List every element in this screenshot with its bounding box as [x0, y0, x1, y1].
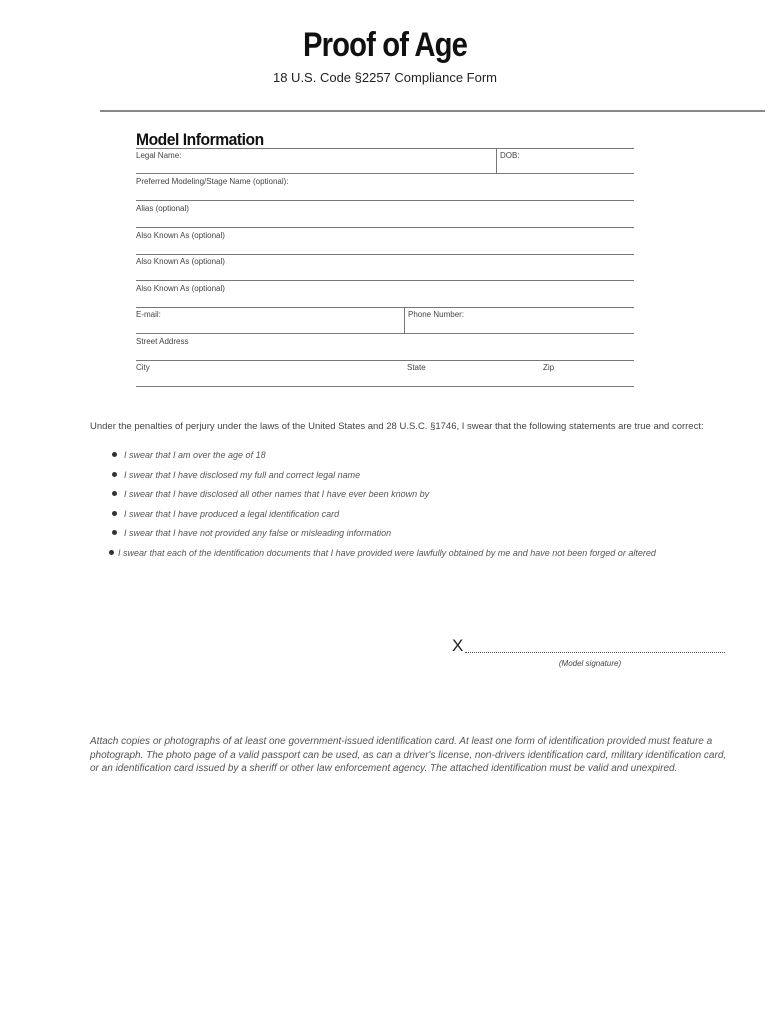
aka-label-1: Also Known As (optional) [136, 231, 225, 240]
statement-text: I swear that each of the identification documents that I have provided were lawfully obtained by me and have not been forged or altered [118, 547, 656, 558]
perjury-declaration: Under the penalties of perjury under the laws of the United States and 28 U.S.C. §1746, I swear that the following statements are true and correct: [90, 421, 704, 432]
form-subtitle: 18 U.S. Code §2257 Compliance Form [272, 70, 497, 85]
signature-x-mark: X [452, 636, 464, 655]
section-title-model-information: Model Information [136, 130, 264, 149]
bullet-icon [109, 550, 114, 555]
signature-line[interactable] [465, 652, 725, 653]
street-address-label: Street Address [136, 337, 189, 346]
email-field[interactable] [136, 308, 404, 334]
aka-field-1[interactable] [136, 229, 634, 255]
statement-text: I swear that I have disclosed all other names that I have ever been known by [124, 489, 430, 499]
statement-text: I swear that I am over the age of 18 [124, 450, 266, 460]
aka-field-2[interactable] [136, 255, 634, 281]
bullet-icon [112, 452, 117, 457]
attachment-instructions: Attach copies or photographs of at least one government-issued identification card. At least one form of identification provided must feature a photograph. The photo page of a valid passport can be used, as can a driver's license, non-drivers identification card, military identification card, or an identification card issued by a sheriff or other law enforcement agency. The attached identification must be valid and unexpired. [90, 736, 727, 774]
sworn-statements-list [112, 449, 656, 566]
zip-label: Zip [543, 363, 555, 372]
aka-label-3: Also Known As (optional) [136, 284, 225, 293]
alias-field[interactable] [136, 202, 634, 228]
sworn-statement [112, 449, 656, 469]
sworn-statement [112, 527, 656, 547]
aka-label-2: Also Known As (optional) [136, 257, 225, 266]
statement-text: I swear that I have produced a legal identification card [124, 508, 340, 519]
statement-text: I swear that I have not provided any false or misleading information [124, 528, 392, 538]
form-title: Proof of Age [302, 26, 468, 64]
bullet-icon [112, 530, 117, 535]
bullet-icon [112, 472, 117, 477]
header-divider [100, 110, 765, 112]
sworn-statement [112, 508, 656, 528]
phone-field[interactable] [404, 308, 634, 334]
phone-label: Phone Number: [408, 310, 465, 319]
statement-text: I swear that I have disclosed my full and correct legal name [124, 469, 361, 480]
bullet-icon [112, 491, 117, 496]
legal-name-field[interactable] [136, 148, 496, 174]
sworn-statement [112, 469, 656, 489]
sworn-statement [112, 488, 656, 508]
city-field[interactable] [136, 361, 634, 387]
email-label: E-mail: [136, 310, 161, 319]
stage-name-label: Preferred Modeling/Stage Name (optional): [136, 177, 289, 186]
city-label: City [136, 363, 150, 372]
state-label: State [407, 363, 426, 372]
alias-label: Alias (optional) [136, 204, 189, 213]
stage-name-field[interactable] [136, 175, 634, 201]
dob-label: DOB: [500, 151, 520, 160]
street-address-field[interactable] [136, 335, 634, 361]
legal-name-label: Legal Name: [136, 151, 182, 160]
sworn-statement [109, 547, 656, 567]
signature-caption: (Model signature) [558, 659, 622, 668]
aka-field-3[interactable] [136, 282, 634, 308]
dob-field[interactable] [496, 148, 634, 174]
bullet-icon [112, 511, 117, 516]
